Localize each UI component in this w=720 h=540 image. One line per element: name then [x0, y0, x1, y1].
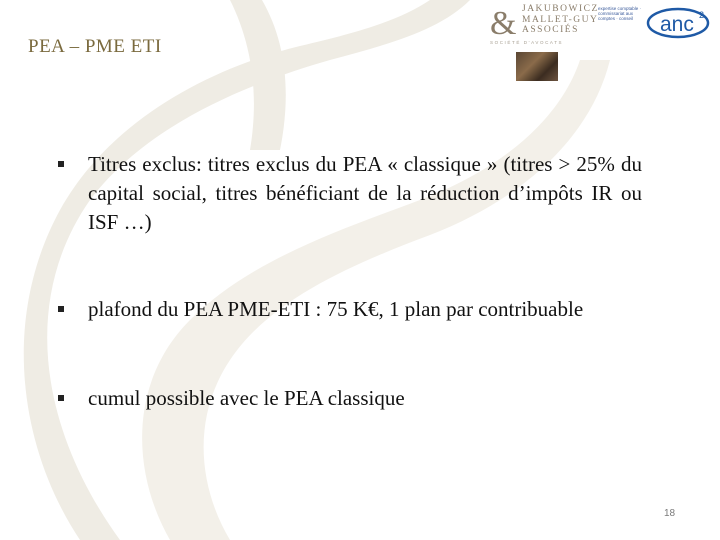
anc-logo-icon	[644, 4, 716, 40]
firm-name-line3: ASSOCIÉS	[522, 25, 579, 35]
slide-title: PEA – PME ETI	[28, 36, 162, 57]
firm-tagline: SOCIÉTÉ D'AVOCATS	[490, 40, 564, 45]
anc-label: anc	[660, 13, 694, 36]
svg-text:&: &	[490, 5, 517, 42]
bullet-item	[52, 384, 642, 413]
bullet-list	[52, 150, 642, 413]
anc-superscript: 2	[699, 10, 705, 20]
page-number: 18	[664, 508, 676, 519]
anc-caption: expertise comptable · commissariat aux comptes · conseil	[598, 6, 642, 21]
firm-name-line2: MALLET-GUY	[522, 14, 599, 25]
bullet-text: cumul possible avec le PEA classique	[88, 386, 405, 410]
firm-logo-text	[522, 4, 599, 36]
header-photo	[516, 52, 558, 81]
bullet-item	[52, 295, 642, 324]
square-bullet-icon	[58, 161, 64, 167]
bullet-text: plafond du PEA PME-ETI : 75 K€, 1 plan par contribuable	[88, 297, 584, 321]
bullet-item	[52, 150, 642, 237]
firm-name-line1: JAKUBOWICZ	[522, 4, 599, 14]
square-bullet-icon	[58, 395, 64, 401]
bullet-text: Titres exclus: titres exclus du PEA « classique » (titres > 25% du capital social, titres bénéficiant de la réduction d’impôts IR ou ISF …)	[88, 152, 642, 234]
square-bullet-icon	[58, 306, 64, 312]
